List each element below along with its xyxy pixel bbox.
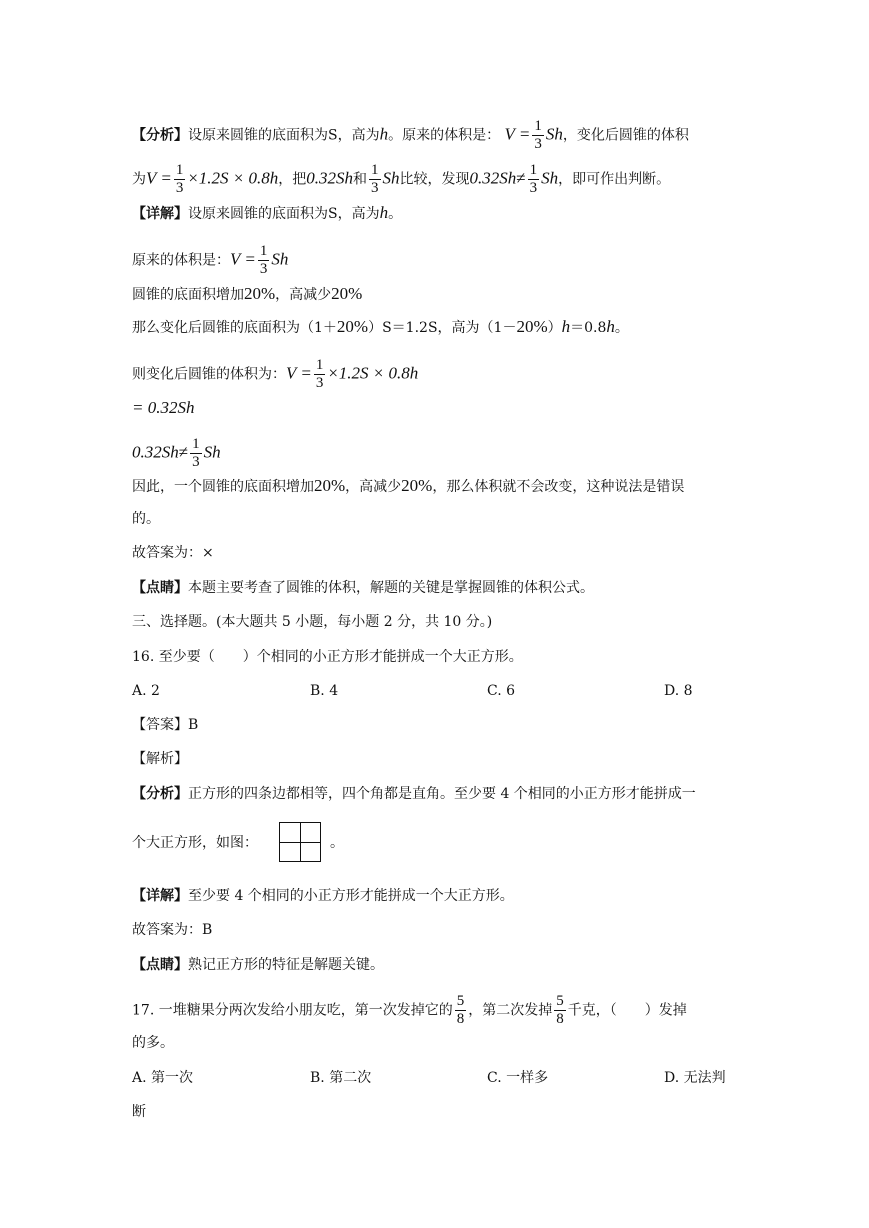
text: 为 (132, 171, 146, 188)
fraction-one-third: $\frac{1}{3}$ (534, 118, 542, 152)
var-sh: Sh (382, 168, 400, 188)
pct: 20% (516, 317, 548, 336)
formula-032: 0.32Sh (469, 168, 517, 188)
q16-final: 故答案为：B (132, 922, 213, 938)
detail-tag: 【详解】 (132, 206, 188, 222)
then-line (132, 317, 629, 338)
comment-tag: 【点睛】 (132, 957, 188, 973)
four-square-grid-figure (279, 822, 321, 862)
text: 圆锥的底面积增加 (132, 287, 244, 303)
detail-tag: 【详解】 (132, 888, 188, 904)
text: ，那么体积就不会改变，这种说法是错误 (432, 479, 685, 495)
fraction-one-third: $\frac{1}{3}$ (529, 162, 538, 196)
detail-line (132, 203, 402, 224)
conclusion-line-2: 的。 (132, 511, 160, 527)
text: 则变化后圆锥的体积为： (132, 366, 286, 383)
fraction-one-third: $\frac{1}{3}$ (175, 162, 184, 196)
text: 比较，发现 (399, 171, 470, 188)
q17-stem-1 (132, 993, 687, 1028)
formula-v: V = (504, 124, 531, 144)
pct: 20% (401, 476, 433, 495)
q16-option-b: B. 4 (310, 683, 339, 699)
formula-v: V = (146, 168, 172, 188)
q17-option-d: D. 无法判 (664, 1070, 726, 1086)
text: 和 (353, 171, 368, 188)
text: 。 (614, 320, 629, 336)
text: 设原来圆锥的底面积为S，高为 (188, 206, 380, 222)
analysis-line-1 (132, 118, 689, 153)
var-h: h (379, 124, 389, 144)
text: ＝0.8 (570, 320, 607, 336)
q16-analysis-1 (132, 784, 696, 804)
q16-analysis-end: 。 (330, 835, 344, 851)
formula-expr: ×1.2S × 0.8h (187, 168, 279, 188)
text: 设原来圆锥的底面积为S，高为 (188, 127, 380, 144)
formula-032: 0.32Sh (132, 442, 179, 462)
text: 。原来的体积是： (388, 127, 501, 144)
comment-tag: 【点睛】 (132, 580, 188, 596)
analysis-tag: 【分析】 (132, 127, 188, 144)
q17-option-a: A. 第一次 (132, 1070, 194, 1086)
increase-line (132, 284, 362, 305)
q17-option-c: C. 一样多 (487, 1070, 549, 1086)
text: 本题主要考查了圆锥的体积，解题的关键是掌握圆锥的体积公式。 (188, 580, 594, 596)
text: 那么变化后圆锥的底面积为（1＋ (132, 320, 337, 336)
analysis-line-2 (132, 162, 670, 197)
orig-volume-line (132, 243, 288, 278)
pct: 20% (244, 284, 276, 303)
text: ，高减少 (275, 287, 332, 303)
q16-stem: 16. 至少要（ ）个相同的小正方形才能拼成一个大正方形。 (132, 649, 523, 665)
q16-option-d: D. 8 (664, 683, 693, 699)
var-sh: Sh (271, 249, 289, 269)
pct: 20% (314, 476, 346, 495)
q16-option-a: A. 2 (132, 683, 160, 699)
comment-line (132, 578, 594, 598)
var-sh: Sh (541, 168, 559, 188)
text: 17. 一堆糖果分两次发给小朋友吃，第一次发掉它的 (132, 1002, 453, 1019)
text: 原来的体积是： (132, 252, 230, 269)
text: ） (547, 320, 562, 336)
q17-option-d-tail: 断 (132, 1104, 146, 1120)
formula-v: V = (286, 363, 312, 383)
q16-answer: 【答案】B (132, 717, 199, 733)
var-sh: Sh (545, 124, 563, 144)
analysis-tag: 【分析】 (132, 786, 188, 802)
fraction-one-third: $\frac{1}{3}$ (315, 357, 324, 391)
q17-option-b: B. 第二次 (310, 1070, 372, 1086)
formula-v: V = (230, 249, 256, 269)
text: ，第二次发掉 (468, 1002, 553, 1019)
new-volume-line (132, 357, 418, 392)
answer-line: 故答案为：× (132, 545, 214, 561)
neq-sign: ≠ (516, 168, 526, 188)
var-h: h (561, 317, 571, 336)
text: 正方形的四条边都相等，四个角都是直角。至少要 4 个相同的小正方形才能拼成一 (188, 786, 696, 802)
q16-analysis-2: 个大正方形，如图： (132, 835, 258, 851)
result-line: = 0.32Sh (132, 398, 195, 417)
fraction-one-third: $\frac{1}{3}$ (259, 243, 268, 277)
fraction-five-eighths: $\frac{5}{8}$ (556, 993, 564, 1027)
text: 千克，（ ）发掉 (567, 1002, 687, 1019)
q17-stem-2: 的多。 (132, 1035, 174, 1051)
formula-expr: ×1.2S × 0.8h (327, 363, 419, 383)
var-h: h (606, 317, 615, 336)
text: 因此，一个圆锥的底面积增加 (132, 479, 314, 495)
text: ，把 (278, 171, 307, 188)
conclusion-line-1 (132, 476, 684, 497)
q16-jiexi: 【解析】 (132, 751, 188, 767)
fraction-one-third: $\frac{1}{3}$ (192, 436, 200, 470)
text: 至少要 4 个相同的小正方形才能拼成一个大正方形。 (188, 888, 514, 904)
pct: 20% (336, 317, 369, 336)
text: 。 (388, 206, 403, 222)
neq-sign: ≠ (178, 442, 189, 462)
section-3-heading: 三、选择题。(本大题共 5 小题，每小题 2 分，共 10 分。) (132, 614, 493, 630)
var-sh: Sh (203, 442, 221, 462)
text: ）S＝1.2S，高为（1－ (368, 320, 517, 336)
q16-option-c: C. 6 (487, 683, 516, 699)
fraction-five-eighths: $\frac{5}{8}$ (456, 993, 465, 1027)
pct: 20% (331, 284, 363, 303)
q16-detail (132, 886, 514, 906)
text: 熟记正方形的特征是解题关键。 (188, 957, 384, 973)
var-h: h (379, 203, 389, 222)
text: ，即可作出判断。 (558, 171, 671, 188)
q16-comment (132, 955, 384, 975)
text: ，高减少 (345, 479, 402, 495)
fraction-one-third: $\frac{1}{3}$ (371, 162, 379, 196)
inequality-line (132, 436, 221, 471)
formula-032: 0.32Sh (306, 168, 354, 188)
text: ，变化后圆锥的体积 (562, 127, 689, 144)
